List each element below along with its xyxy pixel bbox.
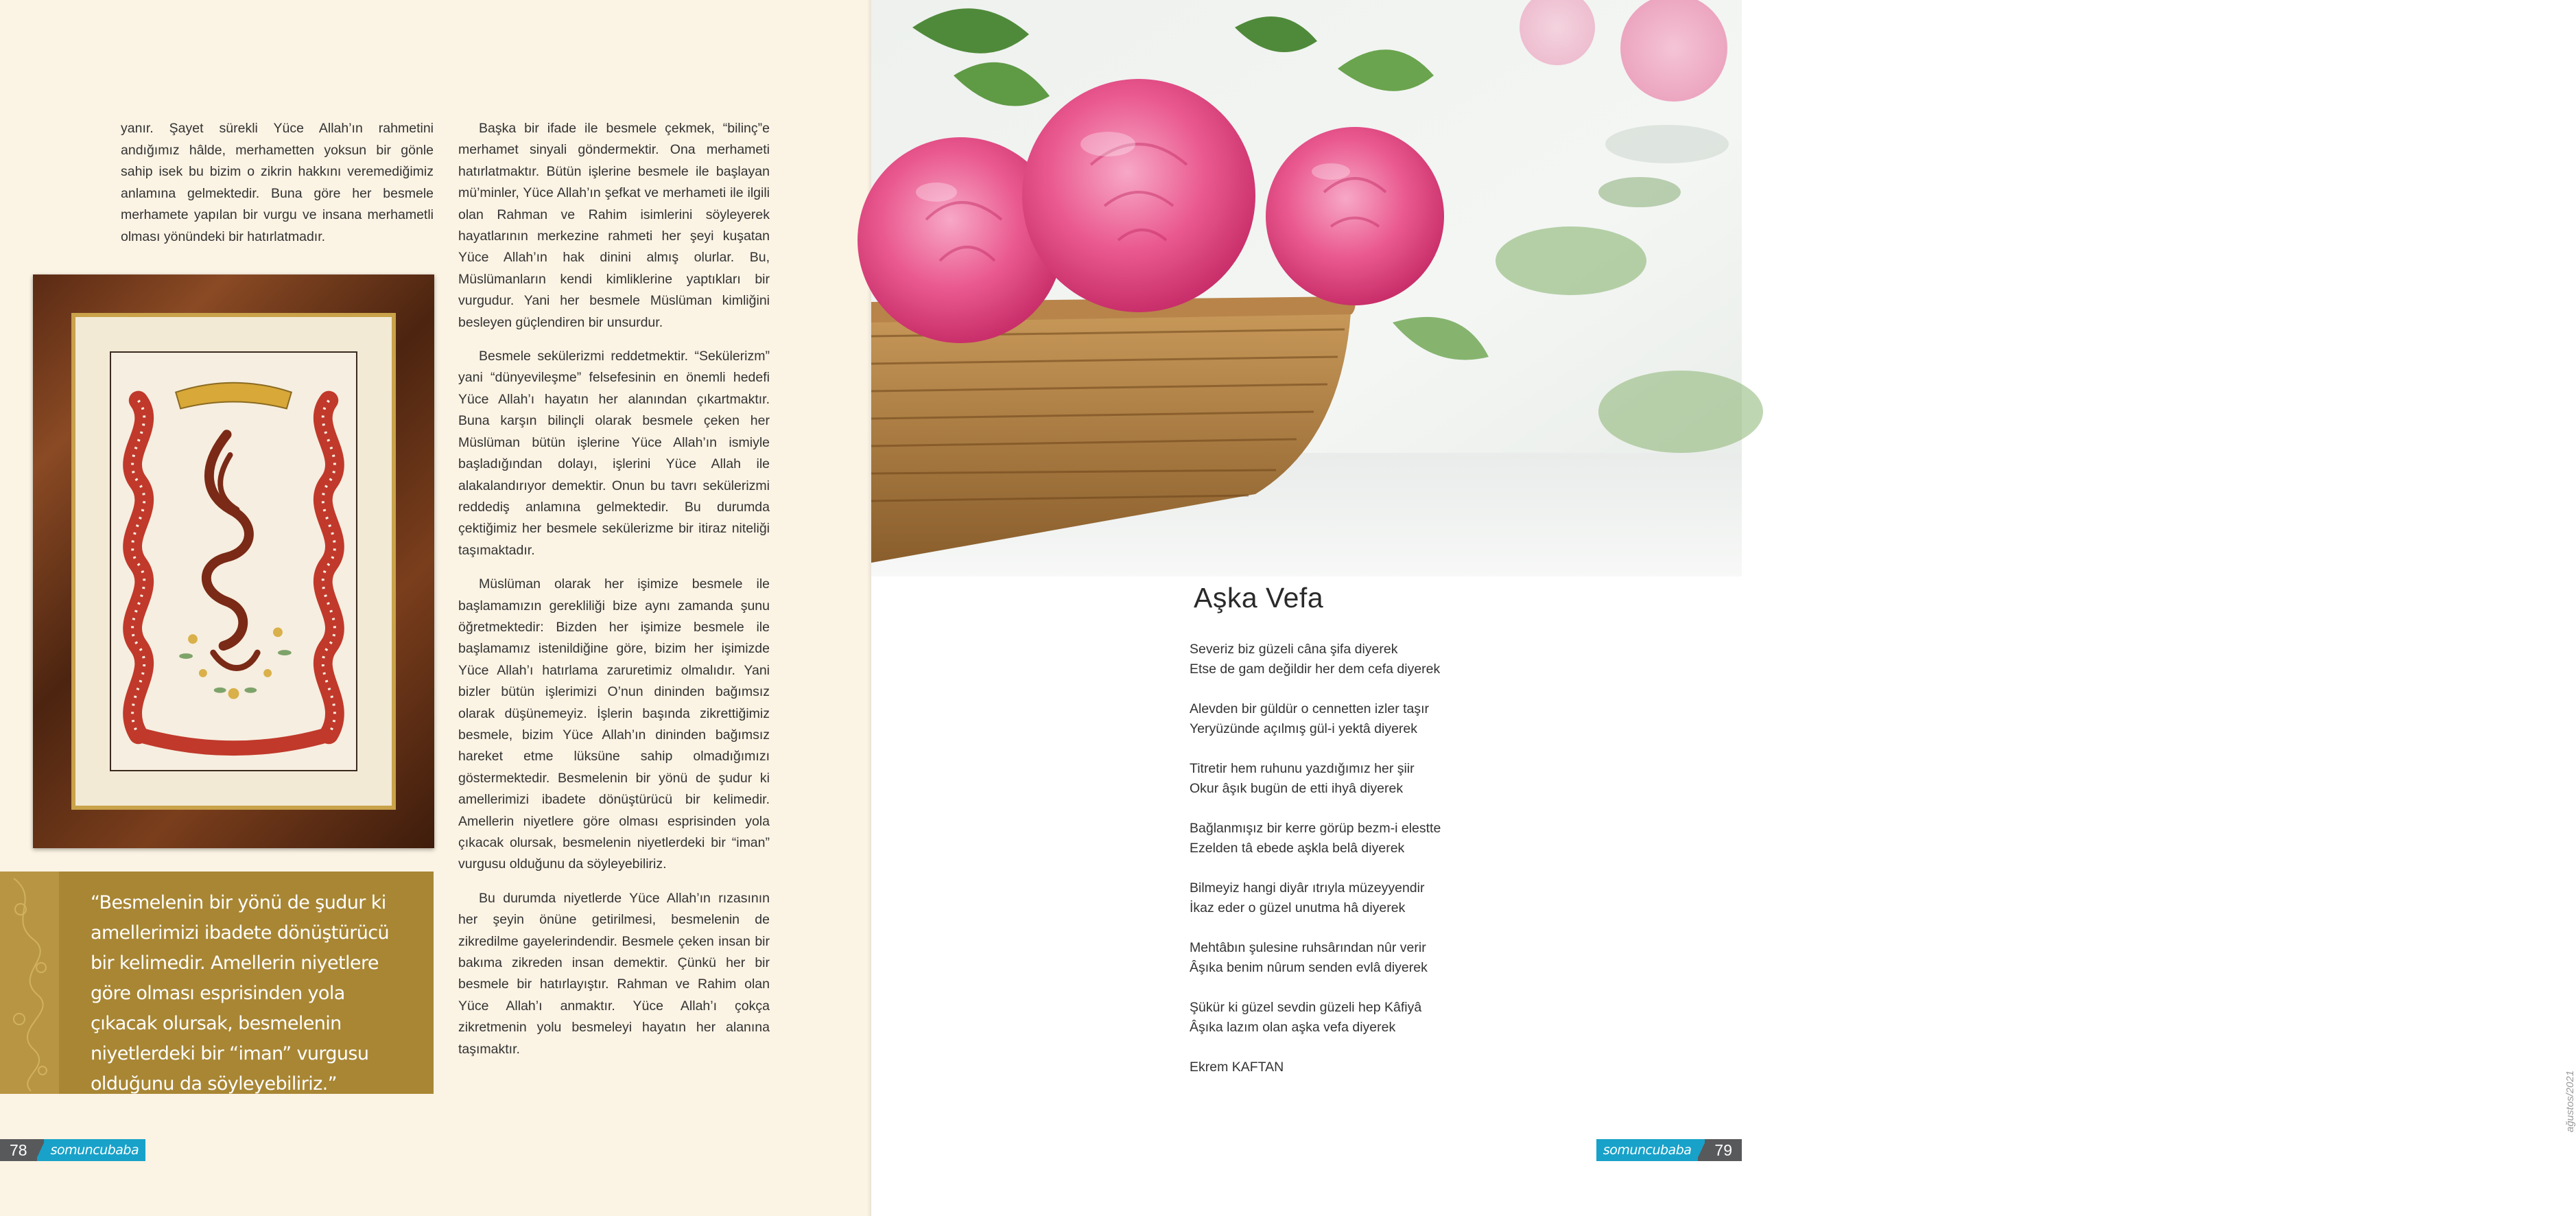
poem-line: Yeryüzünde açılmış gül-i yektâ diyerek [1190, 721, 1418, 736]
poem-stanza [1190, 878, 1533, 918]
brand-label: somuncubaba [1596, 1139, 1699, 1161]
poem-line: Titretir hem ruhunu yazdığımız her şiir [1190, 761, 1415, 776]
poem-body [1190, 640, 1533, 1077]
article-paragraph: Besmele sekülerizmi reddetmektir. “Sekülerizm” yani “dünyevileşme” felsefesinin en önemli hedefi Yüce Allah’ı hayatın her alanından çıkartmaktır. Buna karşın bilinçli olarak besmele çeken her Müslüman bütün işlerine Yüce Allah’ın ismiyle başladığından dolayı, işlerini Yüce Allah ile alakalandırıyor demektir. Onun bu tavrı sekülerizmi reddediş anlamına gelmektedir. Bu durumda çektiğimiz her besmele sekülerizme bir itiraz niteliği taşımaktadır. [458, 349, 770, 558]
page-number: 78 [0, 1139, 37, 1161]
poem-line: Bağlanmışız bir kerre görüp bezm-i elestte [1190, 821, 1441, 836]
poem-line: Ezelden tâ ebede aşkla belâ diyerek [1190, 841, 1405, 856]
poem-stanza [1190, 998, 1533, 1038]
article-column-right [458, 118, 770, 1073]
poem-stanza [1190, 819, 1533, 858]
poem-line: Okur âşık bugün de etti ihyâ diyerek [1190, 781, 1404, 796]
page-footer-right [1596, 1139, 1742, 1161]
issue-date-vertical: ağustos/2021 [2564, 1070, 2576, 1132]
floral-pattern-icon [0, 872, 59, 1094]
article-text-top: yanır. Şayet sürekli Yüce Allah’ın rahmetini andığımız hâlde, merhametten yoksun bir gönle sahip isek bu bizim o zikrin hakkını veremediğimiz anlamına gelmektedir. Buna göre her besmele merhamete yapılan bir vurgu ve insana merhametli olması yönündeki bir hatırlatmadır. [121, 121, 434, 244]
article-paragraph: Başka bir ifade ile besmele çekmek, “bilinç”e merhamet sinyali göndermektir. Ona merhameti hatırlatmaktır. Bütün işlerine besmele ile başlayan mü’minler, Yüce Allah’ın şefkat ve merhameti ile ilgili olan Rahman ve Rahim isimlerini söyleyerek hayatlarının merkezine rahmeti her şeyi kuşatan Yüce Allah’ın hak dinini almış olurlar. Bu, Müslümanların kendi kimliklerine yaptıkları bir vurgudur. Yani her besmele Müslüman kimliğini besleyen güçlendiren bir unsurdur. [458, 121, 770, 330]
poem-line: Etse de gam değildir her dem cefa diyerek [1190, 662, 1441, 677]
poem-stanza [1190, 759, 1533, 799]
poem-line: Bilmeyiz hangi diyâr ıtrıyla müzeyyendir [1190, 880, 1425, 896]
artwork-panel [110, 351, 357, 771]
pull-quote-text: “Besmelenin bir yönü de şudur ki amellerimizi ibadete dönüştürücü bir kelimedir. Amellerin niyetlere göre olması esprisinden yola çıkacak olursak, besmelenin niyetlerdeki bir “iman” vurgusu olduğunu da söyleyebiliriz.” [91, 892, 390, 1095]
left-page [0, 0, 871, 1216]
poem-line: Mehtâbın şulesine ruhsârından nûr verir [1190, 940, 1426, 955]
poem-line: İkaz eder o güzel unutma hâ diyerek [1190, 900, 1406, 915]
brand-label: somuncubaba [44, 1139, 146, 1161]
roses-in-basket-image [871, 0, 1742, 576]
poem-line: Severiz biz güzeli câna şifa diyerek [1190, 642, 1398, 657]
rose-basket-photo [871, 0, 1742, 576]
article-paragraph: Bu durumda niyetlerde Yüce Allah’ın rızasının her şeyin önüne getirilmesi, besmelenin de zikredilme gayelerindendir. Besmele çeken insan bir bakıma zikreden insan demektir. Çünkü her bir besmele bir hatırlayıştır. Rahman ve Rahim olan Yüce Allah’ı anmaktır. Yüce Allah’ı çokça zikretmenin yolu besmeleyi hayatın her alanına taşımaktır. [458, 890, 770, 1057]
poem-line: Âşıka benim nûrum senden evlâ diyerek [1190, 960, 1428, 975]
poem-author: Ekrem KAFTAN [1190, 1060, 1284, 1075]
poem-line: Âşıka lazım olan aşka vefa diyerek [1190, 1020, 1396, 1035]
page-number: 79 [1705, 1139, 1742, 1161]
quote-floral-pattern [0, 872, 59, 1094]
poem-stanza [1190, 699, 1533, 739]
poem-stanza [1190, 640, 1533, 679]
page-footer-left [0, 1139, 145, 1161]
poem-line: Şükür ki güzel sevdin güzeli hep Kâfiyâ [1190, 1000, 1422, 1015]
badge-divider [1698, 1139, 1705, 1161]
besmele-calligraphy-illustration [111, 353, 356, 770]
badge-divider [37, 1139, 44, 1161]
pull-quote-box [0, 872, 434, 1094]
poem-title: Aşka Vefa [1194, 582, 1324, 613]
article-paragraph: Müslüman olarak her işimize besmele ile başlamamızın gerekliliği bize aynı zamanda şunu öğretmektedir: Bizden her işimize besmele ile başlamamız istenildiğine göre, bizim her işimizde Yüce Allah’ı hatırlama zaruretimiz olmalıdır. Yani bizler bütün işlerimizi O’nun dininden bağımsız olarak düşünemeyiz. İşlerin başında zikrettiğimiz besmele, bizim Yüce Allah’ın dininden bağımsız hareket etme lüksüne sahip olmadığımızı göstermektedir. Besmelenin bir yönü de şudur ki amellerimizi ibadete dönüştürücü bir kelimedir. Amellerin niyetlere göre olması esprisinden yola çıkacak olursak, besmelenin niyetlerdeki bir “iman” vurgusu olduğunu da söyleyebiliriz. [458, 576, 770, 872]
poem-line: Alevden bir güldür o cennetten izler taşır [1190, 701, 1430, 716]
framed-calligraphy-artwork [33, 274, 434, 848]
poem-stanza [1190, 938, 1533, 978]
